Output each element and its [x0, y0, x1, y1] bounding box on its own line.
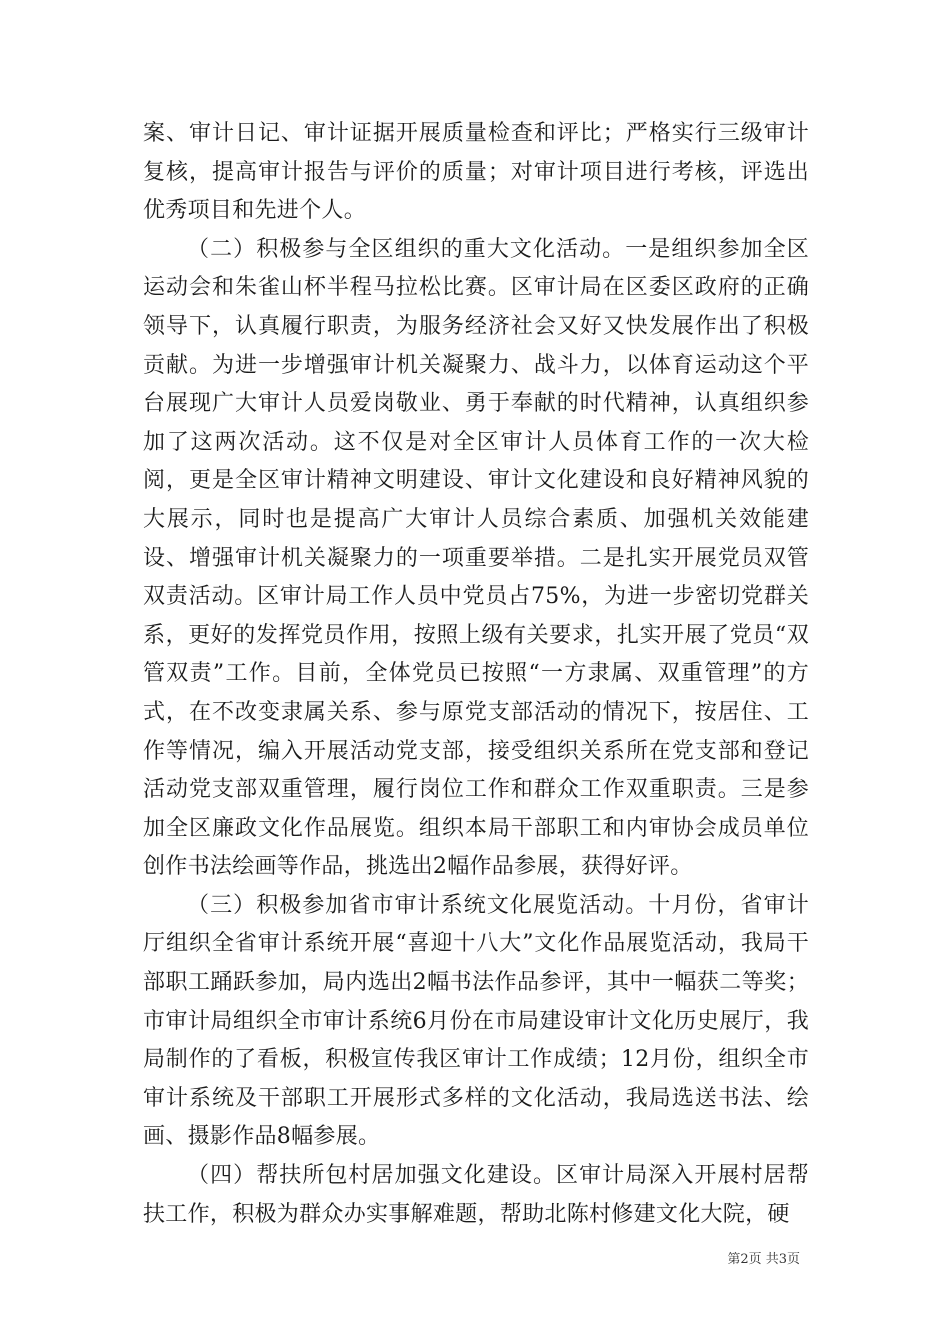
page-number-footer: 第2页 共3页 — [727, 1252, 800, 1267]
paragraph-exhibition-activities: （三）积极参加省市审计系统文化展览活动。十月份，省审计厅组织全省审计系统开展“喜迎十八大”文化作品展览活动，我局干部职工踊跃参加，局内选出2幅书法作品参评，其中一幅获二等奖；市审计局组织全市审计系统6月份在市局建设审计文化历史展厅，我局制作的了看板，积极宣传我区审计工作成绩；12月份，组织全市审计系统及干部职工开展形式多样的文化活动，我局选送书法、绘画、摄影作品8幅参展。 — [143, 892, 809, 1150]
document-body — [143, 115, 809, 1234]
paragraph-audit-review: 案、审计日记、审计证据开展质量检查和评比；严格实行三级审计复核，提高审计报告与评价的质量；对审计项目进行考核，评选出优秀项目和先进个人。 — [143, 121, 809, 224]
paragraph-district-activities: （二）积极参与全区组织的重大文化活动。一是组织参加全区运动会和朱雀山杯半程马拉松比赛。区审计局在区委区政府的正确领导下，认真履行职责，为服务经济社会又好又快发展作出了积极贡献。为进一步增强审计机关凝聚力、战斗力，以体育运动这个平台展现广大审计人员爱岗敬业、勇于奉献的时代精神，认真组织参加了这两次活动。这不仅是对全区审计人员体育工作的一次大检阅，更是全区审计精神文明建设、审计文化建设和良好精神风貌的大展示，同时也是提高广大审计人员综合素质、加强机关效能建设、增强审计机关凝聚力的一项重要举措。二是扎实开展党员双管双责活动。区审计局工作人员中党员占75%，为进一步密切党群关系，更好的发挥党员作用，按照上级有关要求，扎实开展了党员“双管双责”工作。目前，全体党员已按照“一方隶属、双重管理”的方式，在不改变隶属关系、参与原党支部活动的情况下，按居住、工作等情况，编入开展活动党支部，接受组织关系所在党支部和登记活动党支部双重管理，履行岗位工作和群众工作双重职责。三是参加全区廉政文化作品展览。组织本局干部职工和内审协会成员单位创作书法绘画等作品，挑选出2幅作品参展，获得好评。 — [143, 236, 809, 880]
paragraph-village-culture: （四）帮扶所包村居加强文化建设。区审计局深入开展村居帮扶工作，积极为群众办实事解难题，帮助北陈村修建文化大院，硬 — [143, 1163, 809, 1227]
